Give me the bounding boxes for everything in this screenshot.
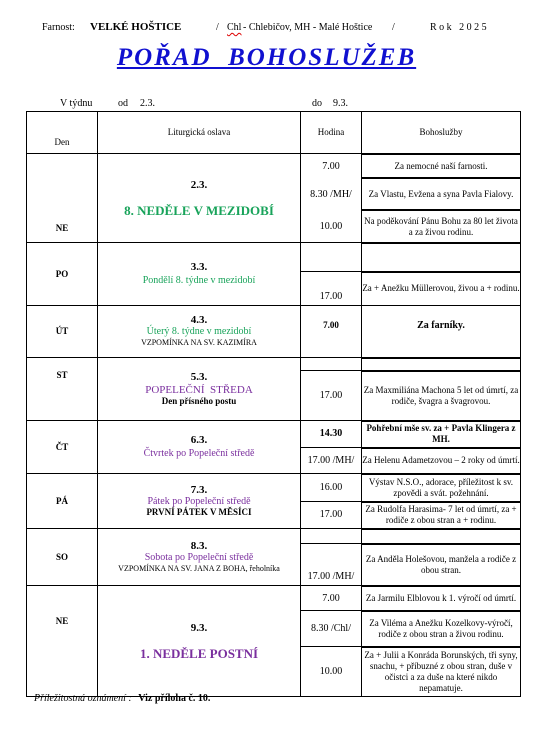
- day-row: [27, 306, 521, 358]
- day-row: [27, 358, 521, 421]
- date: 7.3.: [190, 483, 208, 496]
- service-intention: Na poděkování Pánu Bohu za 80 let života a za živou rodinu.: [362, 210, 520, 242]
- celebration-cell: [98, 421, 301, 474]
- celebration-note: VZPOMÍNKA NA SV. JANA Z BOHA, řeholníka: [118, 563, 280, 573]
- date: 3.3.: [190, 261, 208, 273]
- service-time: 7.00: [301, 154, 362, 178]
- day-row: [27, 474, 521, 529]
- service-time: 17.00: [301, 272, 362, 305]
- service-intention: [362, 358, 520, 370]
- header-chl: Chl: [227, 22, 242, 33]
- service-time: 7.00: [301, 306, 362, 358]
- services-cell: [301, 474, 521, 529]
- celebration-cell: [98, 154, 301, 243]
- celebration-cell: [98, 358, 301, 421]
- celebration-name: Sobota po Popeleční středě: [144, 551, 254, 563]
- week-from-label: od: [118, 98, 128, 109]
- column-header-day: Den: [27, 112, 98, 154]
- day-row: [27, 243, 521, 306]
- week-to-label: do: [312, 98, 322, 109]
- service-time: 7.00: [301, 586, 362, 610]
- celebration-name: Pátek po Popeleční středě: [147, 495, 251, 507]
- date: 8.3.: [190, 539, 208, 552]
- celebration-cell: [98, 474, 301, 529]
- celebration-name: Pondělí 8. týdne v mezidobí: [142, 275, 256, 286]
- header-year: R o k 2 0 2 5: [430, 22, 487, 33]
- table-header-row: [27, 112, 521, 154]
- service-intention: Za Helenu Adametzovou – 2 roky od úmrtí.: [362, 448, 520, 474]
- service-time: 17.00: [301, 371, 362, 420]
- day-name: ST: [27, 358, 98, 421]
- footer-note: [34, 693, 210, 704]
- service-intention: [362, 529, 520, 543]
- header-separator: /: [216, 22, 219, 33]
- column-header-celebration: Liturgická oslava: [98, 112, 301, 154]
- header-parish-name: VELKÉ HOŠTICE: [90, 21, 182, 33]
- celebration-note: VZPOMÍNKA NA SV. KAZIMÍRA: [141, 338, 257, 347]
- service-intention: Za Rudolfa Harasima- 7 let od úmrtí, za + rodiče z obou stran a + rodinu.: [362, 502, 520, 529]
- service-time: 16.00: [301, 474, 362, 501]
- service-intention: Za Jarmilu Elblovou k 1. výročí od úmrtí.: [362, 586, 520, 610]
- celebration-name: POPELEČNÍ STŘEDA: [145, 383, 253, 396]
- header-farnost-label: Farnost:: [42, 22, 75, 33]
- schedule-table: [26, 111, 521, 697]
- footer-text: Viz příloha č. 10.: [138, 693, 211, 704]
- service-time: 10.00: [301, 210, 362, 242]
- service-intention: Za + Julii a Konráda Borunských, tři syny, snachu, + příbuzné z obou stran, duše v očistci a za duše na které nikdo nepamatuje.: [362, 647, 520, 696]
- page-title: POŘAD BOHOSLUŽEB: [116, 44, 417, 71]
- day-name: NE: [27, 154, 98, 243]
- services-cell: [301, 421, 521, 474]
- service-time: 8.30 /MH/: [301, 178, 362, 210]
- celebration-cell: [98, 586, 301, 697]
- date: 2.3.: [190, 179, 208, 191]
- date: 9.3.: [190, 622, 208, 634]
- service-time: 10.00: [301, 647, 362, 696]
- services-cell: [301, 154, 521, 243]
- service-time: 17.00: [301, 502, 362, 529]
- date: 6.3.: [190, 434, 208, 446]
- service-time: [301, 243, 362, 271]
- service-intention: Za nemocné naší farnosti.: [362, 154, 520, 178]
- service-intention: [362, 243, 520, 271]
- week-label: V týdnu: [60, 98, 93, 109]
- service-intention: Za Anděla Holešovou, manžela a rodiče z obou stran.: [362, 544, 520, 585]
- service-intention: Výstav N.S.O., adorace, příležitost k sv. zpovědi a svát. požehnání.: [362, 474, 520, 501]
- day-name: SO: [27, 529, 98, 586]
- service-time: 8.30 /Chl/: [301, 611, 362, 646]
- celebration-cell: [98, 529, 301, 586]
- date: 5.3.: [190, 370, 208, 383]
- service-intention: Za + Anežku Müllerovou, živou a + rodinu.: [362, 272, 520, 305]
- service-time: 14.30: [301, 421, 362, 447]
- column-header-time: Hodina: [301, 112, 362, 154]
- header-parishes: - Chlebičov, MH - Malé Hoštice: [243, 22, 373, 33]
- service-time: [301, 529, 362, 543]
- day-row: [27, 529, 521, 586]
- service-time: 17.00 /MH/: [301, 448, 362, 474]
- day-row: [27, 154, 521, 243]
- celebration-name: 8. NEDĚLE V MEZIDOBÍ: [124, 203, 274, 218]
- day-name: NE: [27, 586, 98, 697]
- column-header-services: Bohoslužby: [362, 112, 521, 154]
- service-intention: Za Maxmiliána Machona 5 let od úmrtí, za rodiče, švagra a švagrovou.: [362, 371, 520, 420]
- service-time: 17.00 /MH/: [301, 544, 362, 585]
- celebration-cell: [98, 306, 301, 358]
- service-intention: Za Vlastu, Evžena a syna Pavla Fialovy.: [362, 178, 520, 210]
- services-cell: [301, 358, 521, 421]
- date: 4.3.: [190, 314, 208, 326]
- day-name: PÁ: [27, 474, 98, 529]
- celebration-note: Den přísného postu: [161, 395, 237, 406]
- header-separator: /: [392, 22, 395, 33]
- services-cell: [301, 529, 521, 586]
- celebration-cell: [98, 243, 301, 306]
- week-from: 2.3.: [140, 98, 155, 109]
- day-row: [27, 421, 521, 474]
- service-intention: Pohřební mše sv. za + Pavla Klingera z MH.: [362, 421, 520, 447]
- celebration-note: PRVNÍ PÁTEK V MĚSÍCI: [146, 506, 252, 517]
- celebration-name: Úterý 8. týdne v mezidobí: [146, 326, 252, 337]
- service-intention: Za Viléma a Anežku Kozelkovy-výročí, rodiče z obou stran a živou rodinu.: [362, 611, 520, 646]
- celebration-name: 1. NEDĚLE POSTNÍ: [139, 646, 259, 661]
- footer-label: Příležitostná oznámení :: [34, 693, 132, 704]
- day-name: ÚT: [27, 306, 98, 358]
- day-name: PO: [27, 243, 98, 306]
- services-cell: [301, 243, 521, 306]
- day-row: [27, 586, 521, 697]
- day-name: ČT: [27, 421, 98, 474]
- services-cell: [301, 586, 521, 697]
- service-time: [301, 358, 362, 370]
- celebration-name: Čtvrtek po Popeleční středě: [143, 448, 255, 459]
- week-to: 9.3.: [333, 98, 348, 109]
- service-intention: Za farníky.: [362, 306, 521, 358]
